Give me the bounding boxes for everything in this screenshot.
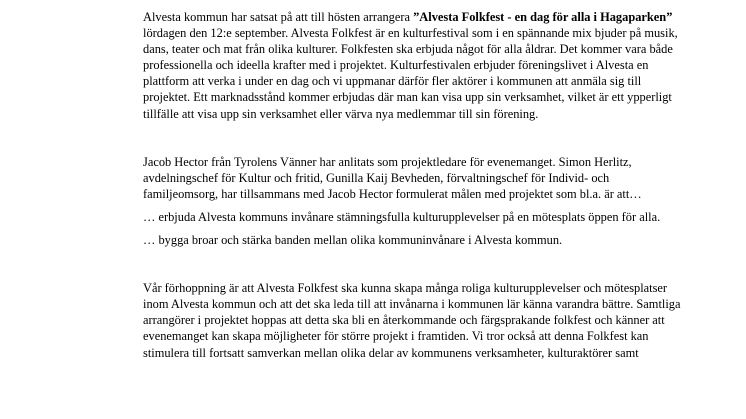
hope-paragraph: Vår förhoppning är att Alvesta Folkfest ska kunna skapa många roliga kulturupplevelser och mötesplatser inom Alvesta kommun och att det ska leda till att invånarna i kommunen lär känna varandra bättre. Samtliga arrangörer i projektet hoppas att detta ska bli en återkommande och färgsprakande folkfest och känner att evenemanget kan skapa möjligheter för större projekt i framtiden. Vi tror också att denna Folkfest kan stimulera till fortsatt samverkan mellan olika delar av kommunens verksamheter, kulturaktörer samt — [143, 281, 681, 360]
document-page — [143, 9, 683, 361]
goal-item-1: … erbjuda Alvesta kommuns invånare stämningsfulla kulturupplevelser på en mötesplats öppen för alla. — [143, 209, 661, 224]
intro-lead-text: Alvesta kommun har satsat på att till hösten arrangera — [143, 10, 414, 24]
goal-item-2: … bygga broar och stärka banden mellan olika kommuninvånare i Alvesta kommun. — [143, 233, 563, 248]
intro-rest-text: lördagen den 12:e september. Alvesta Folkfest är en kulturfestival som i en spännande mix bjuder på musik, dans, teater och mat från olika kulturer. Folkfesten ska erbjuda något för alla åldrar. Det kommer vara både professionella och ideella krafter med i projektet. Kulturfestivalen erbjuder föreningslivet i Alvesta en plattform att verka i under en dag och vi uppmanar därför fler aktörer i kommunen att anmäla sig till projektet. Ett marknadsstånd kommer erbjudas där man kan visa upp sin verksamhet, vilket är ett ypperligt tillfälle att visa upp sin verksamhet eller värva nya medlemmar till sin förening. — [143, 26, 678, 121]
intro-paragraph — [143, 9, 683, 122]
paragraph-spacer — [143, 225, 683, 232]
paragraph-spacer — [143, 202, 683, 209]
paragraph-spacer — [143, 248, 683, 280]
event-title-bold: ”Alvesta Folkfest - en dag för alla i Hagaparken” — [413, 10, 673, 24]
project-lead-paragraph: Jacob Hector från Tyrolens Vänner har anlitats som projektledare för evenemanget. Simon Herlitz, avdelningschef för Kultur och fritid, Gunilla Kaij Bevheden, förvaltningschef för Individ- och familjeomsorg, har tillsammans med Jacob Hector formulerat målen med projektet som bl.a. är att… — [143, 154, 642, 201]
paragraph-spacer — [143, 122, 683, 154]
